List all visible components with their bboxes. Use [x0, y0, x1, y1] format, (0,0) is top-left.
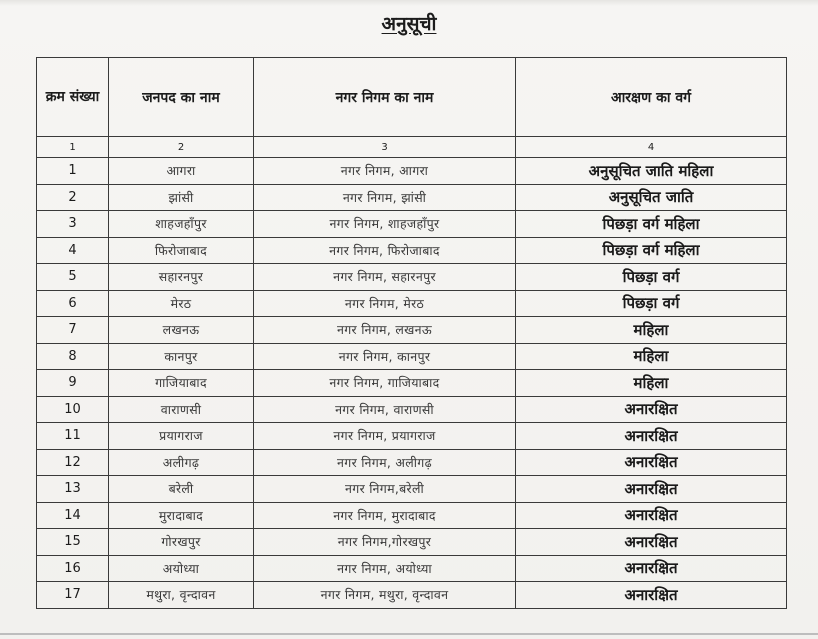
corporation-name-cell: नगर निगम, सहारनपुर	[254, 264, 516, 291]
corporation-name-cell: नगर निगम, वाराणसी	[254, 396, 516, 423]
header-row	[37, 58, 787, 137]
serial-number-cell: 3	[37, 211, 109, 238]
reservation-category-cell: अनारक्षित	[516, 555, 787, 582]
corporation-name-cell: नगर निगम, आगरा	[254, 158, 516, 185]
reservation-category-cell: पिछड़ा वर्ग महिला	[516, 237, 787, 264]
serial-number-cell: 4	[37, 237, 109, 264]
reservation-category-cell: अनारक्षित	[516, 423, 787, 450]
reservation-category-cell: अनुसूचित जाति महिला	[516, 158, 787, 185]
table-row	[37, 343, 787, 370]
reservation-category-cell: पिछड़ा वर्ग	[516, 264, 787, 291]
column-number: 2	[109, 137, 254, 158]
reservation-category-cell: पिछड़ा वर्ग महिला	[516, 211, 787, 238]
serial-number-cell: 8	[37, 343, 109, 370]
table-row	[37, 237, 787, 264]
header-reservation-category: आरक्षण का वर्ग	[516, 58, 787, 137]
corporation-name-cell: नगर निगम, मुरादाबाद	[254, 502, 516, 529]
district-name-cell: झांसी	[109, 184, 254, 211]
corporation-name-cell: नगर निगम, कानपुर	[254, 343, 516, 370]
serial-number-cell: 2	[37, 184, 109, 211]
serial-number-cell: 6	[37, 290, 109, 317]
scan-shadow	[0, 0, 818, 6]
header-corporation-name: नगर निगम का नाम	[254, 58, 516, 137]
corporation-name-cell: नगर निगम, लखनऊ	[254, 317, 516, 344]
reservation-category-cell: अनारक्षित	[516, 529, 787, 556]
table-row	[37, 317, 787, 344]
serial-number-cell: 7	[37, 317, 109, 344]
serial-number-cell: 15	[37, 529, 109, 556]
table-body	[37, 158, 787, 609]
serial-number-cell: 10	[37, 396, 109, 423]
table-row	[37, 502, 787, 529]
district-name-cell: प्रयागराज	[109, 423, 254, 450]
reservation-category-cell: अनारक्षित	[516, 396, 787, 423]
district-name-cell: गाजियाबाद	[109, 370, 254, 397]
header-serial-number: क्रम संख्या	[37, 58, 109, 137]
corporation-name-cell: नगर निगम, झांसी	[254, 184, 516, 211]
table-row	[37, 476, 787, 503]
document-title	[0, 10, 818, 36]
district-name-cell: मुरादाबाद	[109, 502, 254, 529]
reservation-category-cell: महिला	[516, 317, 787, 344]
header-district-name: जनपद का नाम	[109, 58, 254, 137]
table-row	[37, 211, 787, 238]
reservation-schedule-table	[36, 57, 787, 609]
district-name-cell: गोरखपुर	[109, 529, 254, 556]
serial-number-cell: 11	[37, 423, 109, 450]
district-name-cell: सहारनपुर	[109, 264, 254, 291]
page-edge-divider	[0, 633, 818, 635]
district-name-cell: कानपुर	[109, 343, 254, 370]
serial-number-cell: 1	[37, 158, 109, 185]
district-name-cell: मेरठ	[109, 290, 254, 317]
table-row	[37, 582, 787, 609]
column-number: 4	[516, 137, 787, 158]
district-name-cell: अयोध्या	[109, 555, 254, 582]
table-row	[37, 396, 787, 423]
reservation-category-cell: महिला	[516, 370, 787, 397]
column-number-row	[37, 137, 787, 158]
district-name-cell: फिरोजाबाद	[109, 237, 254, 264]
table-row	[37, 370, 787, 397]
title-text: अनुसूची	[381, 13, 437, 35]
reservation-category-cell: अनारक्षित	[516, 449, 787, 476]
district-name-cell: लखनऊ	[109, 317, 254, 344]
corporation-name-cell: नगर निगम, मेरठ	[254, 290, 516, 317]
table-row	[37, 264, 787, 291]
corporation-name-cell: नगर निगम,बरेली	[254, 476, 516, 503]
district-name-cell: अलीगढ़	[109, 449, 254, 476]
serial-number-cell: 5	[37, 264, 109, 291]
district-name-cell: बरेली	[109, 476, 254, 503]
serial-number-cell: 13	[37, 476, 109, 503]
reservation-category-cell: अनारक्षित	[516, 476, 787, 503]
corporation-name-cell: नगर निगम, मथुरा, वृन्दावन	[254, 582, 516, 609]
district-name-cell: वाराणसी	[109, 396, 254, 423]
table-row	[37, 423, 787, 450]
reservation-category-cell: अनारक्षित	[516, 582, 787, 609]
table-row	[37, 158, 787, 185]
table-row	[37, 449, 787, 476]
corporation-name-cell: नगर निगम, फिरोजाबाद	[254, 237, 516, 264]
serial-number-cell: 16	[37, 555, 109, 582]
table-row	[37, 555, 787, 582]
corporation-name-cell: नगर निगम,गोरखपुर	[254, 529, 516, 556]
serial-number-cell: 14	[37, 502, 109, 529]
table-row	[37, 184, 787, 211]
district-name-cell: मथुरा, वृन्दावन	[109, 582, 254, 609]
corporation-name-cell: नगर निगम, अलीगढ़	[254, 449, 516, 476]
column-number: 3	[254, 137, 516, 158]
reservation-category-cell: पिछड़ा वर्ग	[516, 290, 787, 317]
corporation-name-cell: नगर निगम, गाजियाबाद	[254, 370, 516, 397]
table-row	[37, 529, 787, 556]
corporation-name-cell: नगर निगम, शाहजहाँपुर	[254, 211, 516, 238]
reservation-category-cell: अनुसूचित जाति	[516, 184, 787, 211]
corporation-name-cell: नगर निगम, अयोध्या	[254, 555, 516, 582]
reservation-category-cell: अनारक्षित	[516, 502, 787, 529]
reservation-category-cell: महिला	[516, 343, 787, 370]
corporation-name-cell: नगर निगम, प्रयागराज	[254, 423, 516, 450]
serial-number-cell: 12	[37, 449, 109, 476]
column-number: 1	[37, 137, 109, 158]
district-name-cell: आगरा	[109, 158, 254, 185]
serial-number-cell: 9	[37, 370, 109, 397]
table-row	[37, 290, 787, 317]
district-name-cell: शाहजहाँपुर	[109, 211, 254, 238]
serial-number-cell: 17	[37, 582, 109, 609]
